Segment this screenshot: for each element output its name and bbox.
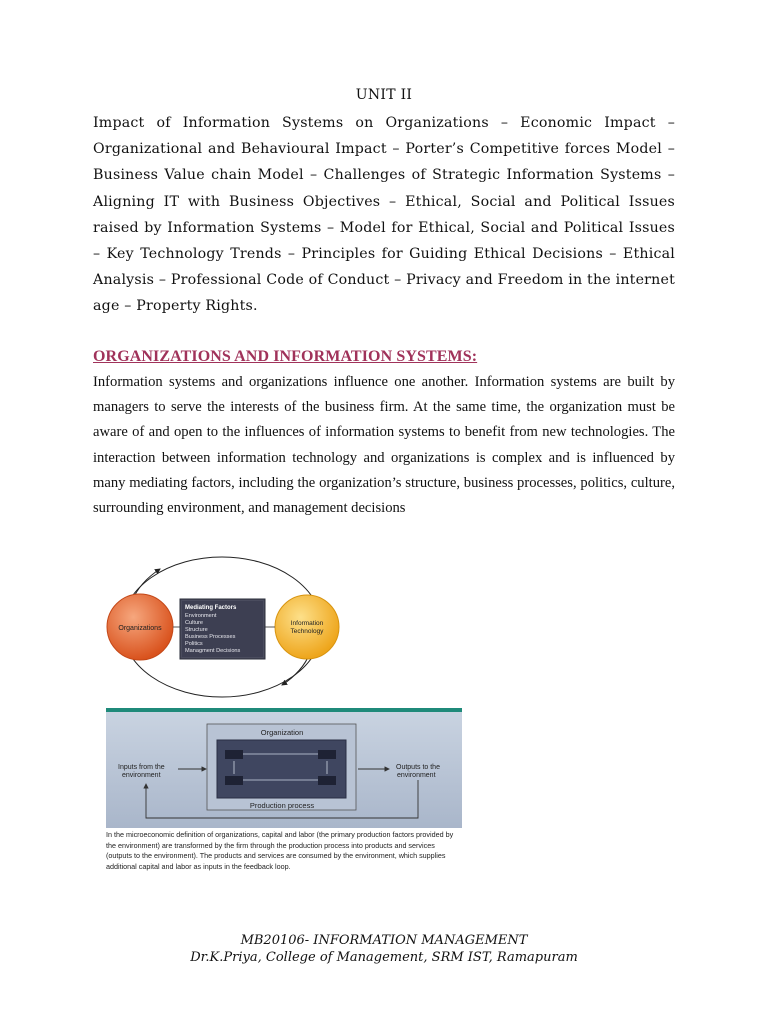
process-block [225,750,243,759]
factor-item: Politics [185,641,203,647]
production-process-figure [106,708,462,890]
organization-label: Organization [260,728,304,737]
syllabus-paragraph: Impact of Information Systems on Organizations – Economic Impact – Organizational and Behavioural Impact – Porter’s Competitive forces Model – Business Value chain Model – Challenges of Strategic Information Systems – Aligning IT with Business Objectives – Ethical, Social and Political Issues raised by Information Systems – Model for Ethical, Social and Political Issues – Key Technology Trends – Principles for Guiding Ethical Decisions – Ethical Analysis – Professional Code of Conduct – Privacy and Freedom in the internet age – Property Rights. [93,115,675,315]
process-block [318,776,336,785]
inputs-label-line2: environment [122,772,161,779]
production-process-diagram [106,708,462,828]
factor-item: Environment [185,613,217,619]
footer-author: Dr.K.Priya, College of Management, SRM IST, Ramapuram [190,950,578,965]
mediating-factors-title: Mediating Factors [185,605,237,611]
section-heading: ORGANIZATIONS AND INFORMATION SYSTEMS: [93,348,478,365]
factor-item: Business Processes [185,634,236,640]
process-block [225,776,243,785]
mediating-factors-diagram [92,549,355,707]
it-label-line1: Information [290,620,324,627]
process-block [318,750,336,759]
figure-header-bar [106,708,462,712]
factor-item: Managment Decisions [185,648,241,654]
body-paragraph: Information systems and organizations influence one another. Information systems are built by managers to serve the interests of the business firm. At the same time, the organization must be aware of and open to the influences of information systems to benefit from new technologies. The interaction between information technology and organizations is complex and is influenced by many mediating factors, including the organization’s structure, business processes, politics, culture, surrounding environment, and management decisions [93,374,675,517]
figure-caption: In the microeconomic definition of organizations, capital and labor (the primary production factors provided by the environment) are transformed by the firm through the production process into products and services (outputs to the environment). The products and services are consumed by the environment, which supplies additional capital and labor as inputs in the feedback loop. [106,830,454,871]
mediating-factors-figure [92,549,355,707]
outputs-label-line1: Outputs to the [396,764,440,771]
organizations-label: Organizations [118,625,162,632]
it-label-line2: Technology [290,628,324,635]
information-technology-circle [275,595,339,659]
footer-course: MB20106- INFORMATION MANAGEMENT [240,933,528,948]
unit-heading: UNIT II [355,87,413,103]
inputs-label-line1: Inputs from the [118,764,165,771]
factor-item: Structure [185,627,208,633]
production-process-label: Production process [249,801,315,810]
outputs-label-line2: environment [397,772,436,779]
factor-item: Culture [185,620,204,626]
